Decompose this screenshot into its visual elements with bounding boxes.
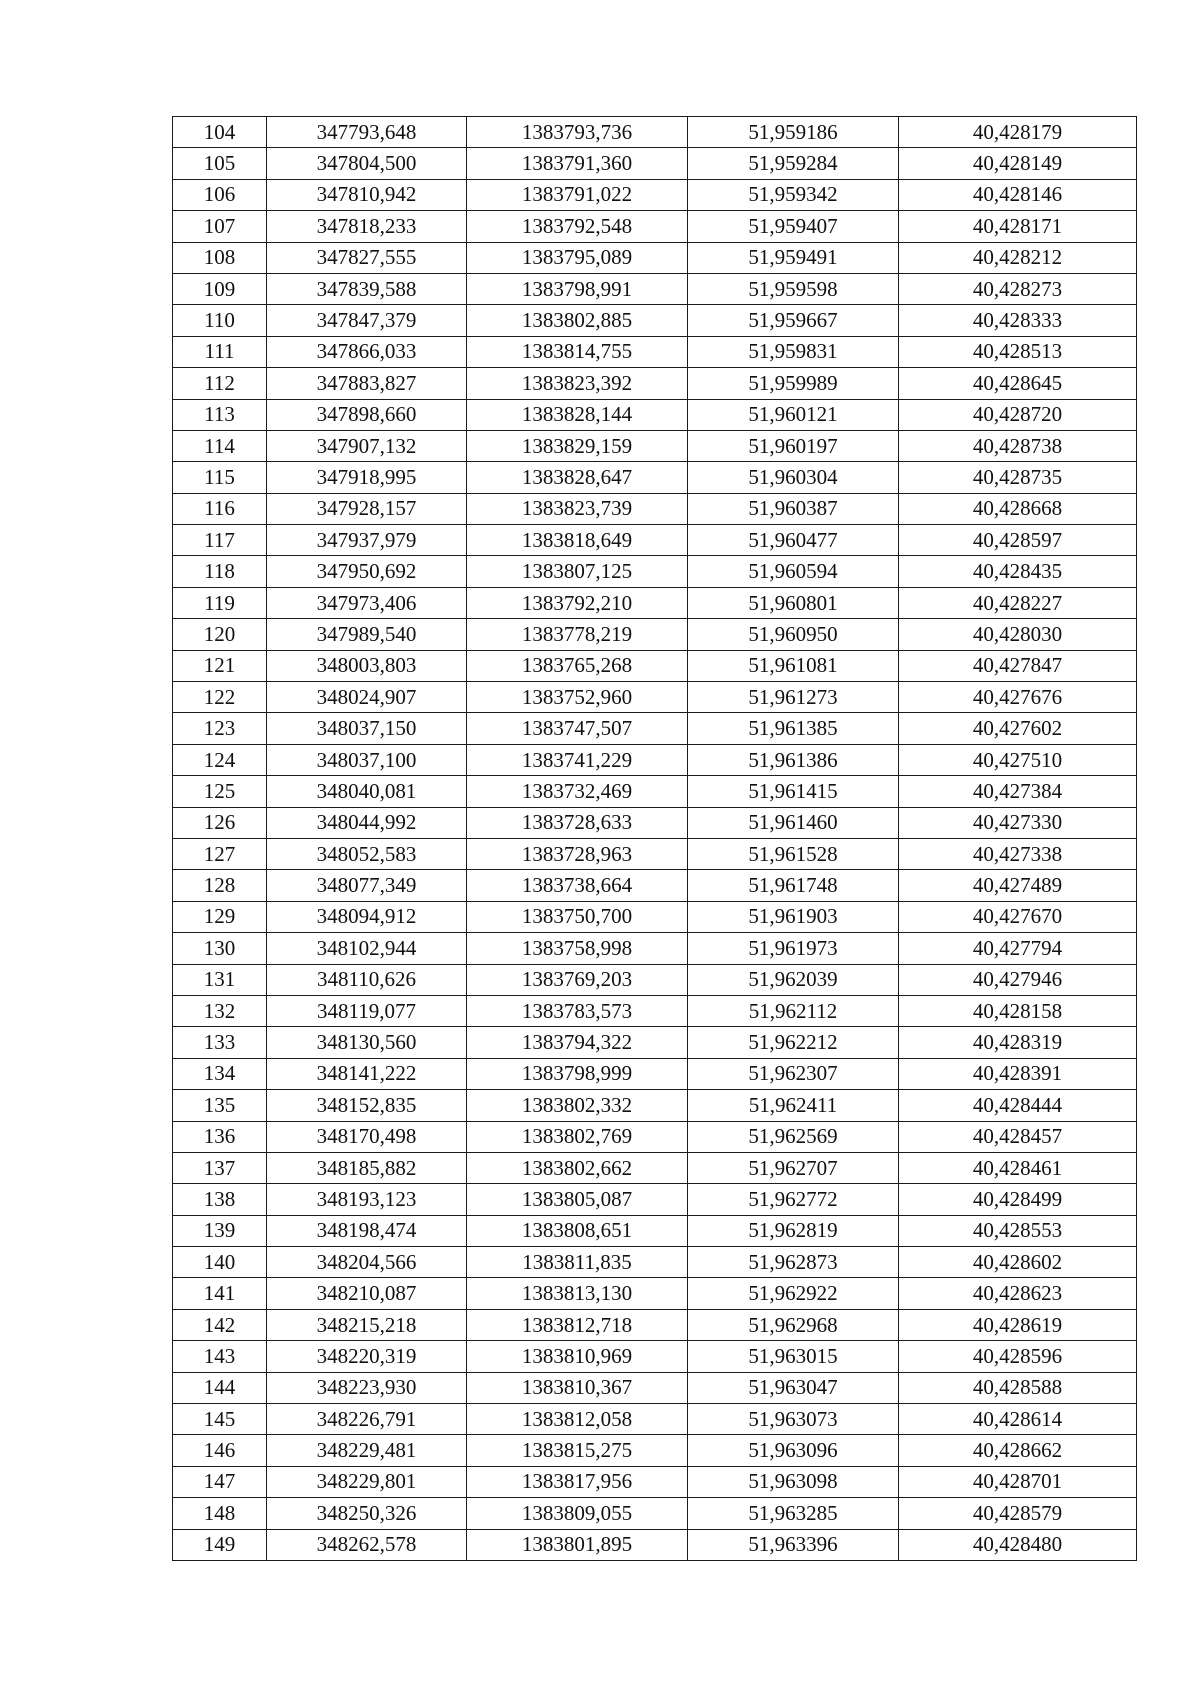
point-number-cell: 124	[173, 744, 267, 775]
latitude-cell: 51,963047	[688, 1372, 899, 1403]
x-coordinate-cell: 348262,578	[267, 1529, 467, 1560]
latitude-cell: 51,962873	[688, 1247, 899, 1278]
point-number-cell: 134	[173, 1058, 267, 1089]
y-coordinate-cell: 1383728,633	[467, 807, 688, 838]
x-coordinate-cell: 347989,540	[267, 619, 467, 650]
point-number-cell: 140	[173, 1247, 267, 1278]
table-row	[173, 179, 1137, 210]
table-row	[173, 1027, 1137, 1058]
longitude-cell: 40,428227	[899, 587, 1137, 618]
latitude-cell: 51,960197	[688, 430, 899, 461]
y-coordinate-cell: 1383814,755	[467, 336, 688, 367]
x-coordinate-cell: 348040,081	[267, 776, 467, 807]
point-number-cell: 123	[173, 713, 267, 744]
latitude-cell: 51,963015	[688, 1341, 899, 1372]
x-coordinate-cell: 348102,944	[267, 933, 467, 964]
y-coordinate-cell: 1383808,651	[467, 1215, 688, 1246]
longitude-cell: 40,428720	[899, 399, 1137, 430]
latitude-cell: 51,959407	[688, 211, 899, 242]
point-number-cell: 115	[173, 462, 267, 493]
longitude-cell: 40,427489	[899, 870, 1137, 901]
latitude-cell: 51,959491	[688, 242, 899, 273]
longitude-cell: 40,428444	[899, 1090, 1137, 1121]
latitude-cell: 51,961081	[688, 650, 899, 681]
x-coordinate-cell: 348193,123	[267, 1184, 467, 1215]
longitude-cell: 40,428273	[899, 273, 1137, 304]
x-coordinate-cell: 347866,033	[267, 336, 467, 367]
x-coordinate-cell: 348110,626	[267, 964, 467, 995]
longitude-cell: 40,427330	[899, 807, 1137, 838]
latitude-cell: 51,961385	[688, 713, 899, 744]
longitude-cell: 40,427946	[899, 964, 1137, 995]
table-row	[173, 1498, 1137, 1529]
x-coordinate-cell: 347793,648	[267, 117, 467, 148]
point-number-cell: 122	[173, 682, 267, 713]
longitude-cell: 40,427676	[899, 682, 1137, 713]
y-coordinate-cell: 1383798,991	[467, 273, 688, 304]
table-row	[173, 1529, 1137, 1560]
y-coordinate-cell: 1383802,662	[467, 1152, 688, 1183]
y-coordinate-cell: 1383810,367	[467, 1372, 688, 1403]
y-coordinate-cell: 1383747,507	[467, 713, 688, 744]
point-number-cell: 127	[173, 838, 267, 869]
table-row	[173, 1247, 1137, 1278]
latitude-cell: 51,959342	[688, 179, 899, 210]
point-number-cell: 144	[173, 1372, 267, 1403]
longitude-cell: 40,428158	[899, 995, 1137, 1026]
point-number-cell: 118	[173, 556, 267, 587]
x-coordinate-cell: 347918,995	[267, 462, 467, 493]
y-coordinate-cell: 1383805,087	[467, 1184, 688, 1215]
table-row	[173, 1372, 1137, 1403]
point-number-cell: 110	[173, 305, 267, 336]
latitude-cell: 51,961273	[688, 682, 899, 713]
point-number-cell: 129	[173, 901, 267, 932]
longitude-cell: 40,428614	[899, 1404, 1137, 1435]
table-row	[173, 744, 1137, 775]
point-number-cell: 128	[173, 870, 267, 901]
point-number-cell: 143	[173, 1341, 267, 1372]
y-coordinate-cell: 1383795,089	[467, 242, 688, 273]
y-coordinate-cell: 1383812,718	[467, 1309, 688, 1340]
longitude-cell: 40,428662	[899, 1435, 1137, 1466]
table-row	[173, 587, 1137, 618]
point-number-cell: 126	[173, 807, 267, 838]
x-coordinate-cell: 348130,560	[267, 1027, 467, 1058]
latitude-cell: 51,963073	[688, 1404, 899, 1435]
y-coordinate-cell: 1383792,548	[467, 211, 688, 242]
x-coordinate-cell: 348037,100	[267, 744, 467, 775]
table-row	[173, 117, 1137, 148]
longitude-cell: 40,428499	[899, 1184, 1137, 1215]
point-number-cell: 111	[173, 336, 267, 367]
x-coordinate-cell: 348204,566	[267, 1247, 467, 1278]
longitude-cell: 40,428619	[899, 1309, 1137, 1340]
latitude-cell: 51,959989	[688, 368, 899, 399]
longitude-cell: 40,428738	[899, 430, 1137, 461]
point-number-cell: 137	[173, 1152, 267, 1183]
table-row	[173, 1404, 1137, 1435]
point-number-cell: 106	[173, 179, 267, 210]
latitude-cell: 51,960304	[688, 462, 899, 493]
x-coordinate-cell: 347937,979	[267, 525, 467, 556]
longitude-cell: 40,428588	[899, 1372, 1137, 1403]
x-coordinate-cell: 348210,087	[267, 1278, 467, 1309]
point-number-cell: 105	[173, 148, 267, 179]
x-coordinate-cell: 347950,692	[267, 556, 467, 587]
latitude-cell: 51,962569	[688, 1121, 899, 1152]
y-coordinate-cell: 1383813,130	[467, 1278, 688, 1309]
point-number-cell: 135	[173, 1090, 267, 1121]
y-coordinate-cell: 1383828,647	[467, 462, 688, 493]
latitude-cell: 51,959667	[688, 305, 899, 336]
longitude-cell: 40,428735	[899, 462, 1137, 493]
y-coordinate-cell: 1383769,203	[467, 964, 688, 995]
table-row	[173, 399, 1137, 430]
latitude-cell: 51,963098	[688, 1466, 899, 1497]
table-row	[173, 1184, 1137, 1215]
x-coordinate-cell: 348024,907	[267, 682, 467, 713]
table-row	[173, 995, 1137, 1026]
x-coordinate-cell: 348052,583	[267, 838, 467, 869]
point-number-cell: 112	[173, 368, 267, 399]
x-coordinate-cell: 348044,992	[267, 807, 467, 838]
table-row	[173, 1152, 1137, 1183]
y-coordinate-cell: 1383810,969	[467, 1341, 688, 1372]
y-coordinate-cell: 1383809,055	[467, 1498, 688, 1529]
latitude-cell: 51,961528	[688, 838, 899, 869]
y-coordinate-cell: 1383738,664	[467, 870, 688, 901]
table-row	[173, 148, 1137, 179]
point-number-cell: 131	[173, 964, 267, 995]
longitude-cell: 40,428645	[899, 368, 1137, 399]
latitude-cell: 51,962212	[688, 1027, 899, 1058]
x-coordinate-cell: 348077,349	[267, 870, 467, 901]
point-number-cell: 146	[173, 1435, 267, 1466]
latitude-cell: 51,962411	[688, 1090, 899, 1121]
latitude-cell: 51,962772	[688, 1184, 899, 1215]
latitude-cell: 51,960477	[688, 525, 899, 556]
table-row	[173, 1215, 1137, 1246]
longitude-cell: 40,428668	[899, 493, 1137, 524]
y-coordinate-cell: 1383823,739	[467, 493, 688, 524]
x-coordinate-cell: 347898,660	[267, 399, 467, 430]
table-row	[173, 242, 1137, 273]
table-row	[173, 336, 1137, 367]
latitude-cell: 51,961748	[688, 870, 899, 901]
x-coordinate-cell: 348229,801	[267, 1466, 467, 1497]
longitude-cell: 40,428146	[899, 179, 1137, 210]
table-row	[173, 901, 1137, 932]
table-row	[173, 964, 1137, 995]
table-row	[173, 807, 1137, 838]
latitude-cell: 51,963396	[688, 1529, 899, 1560]
table-row	[173, 1309, 1137, 1340]
point-number-cell: 141	[173, 1278, 267, 1309]
latitude-cell: 51,961903	[688, 901, 899, 932]
latitude-cell: 51,959598	[688, 273, 899, 304]
y-coordinate-cell: 1383829,159	[467, 430, 688, 461]
latitude-cell: 51,960121	[688, 399, 899, 430]
x-coordinate-cell: 348170,498	[267, 1121, 467, 1152]
table-row	[173, 211, 1137, 242]
longitude-cell: 40,428030	[899, 619, 1137, 650]
y-coordinate-cell: 1383812,058	[467, 1404, 688, 1435]
table-row	[173, 682, 1137, 713]
x-coordinate-cell: 347907,132	[267, 430, 467, 461]
table-row	[173, 556, 1137, 587]
x-coordinate-cell: 347818,233	[267, 211, 467, 242]
latitude-cell: 51,960950	[688, 619, 899, 650]
longitude-cell: 40,428149	[899, 148, 1137, 179]
longitude-cell: 40,428179	[899, 117, 1137, 148]
longitude-cell: 40,427847	[899, 650, 1137, 681]
y-coordinate-cell: 1383732,469	[467, 776, 688, 807]
point-number-cell: 136	[173, 1121, 267, 1152]
point-number-cell: 107	[173, 211, 267, 242]
y-coordinate-cell: 1383798,999	[467, 1058, 688, 1089]
latitude-cell: 51,961973	[688, 933, 899, 964]
point-number-cell: 116	[173, 493, 267, 524]
table-row	[173, 933, 1137, 964]
longitude-cell: 40,428171	[899, 211, 1137, 242]
y-coordinate-cell: 1383792,210	[467, 587, 688, 618]
table-row	[173, 1466, 1137, 1497]
x-coordinate-cell: 348226,791	[267, 1404, 467, 1435]
table-row	[173, 368, 1137, 399]
x-coordinate-cell: 348185,882	[267, 1152, 467, 1183]
x-coordinate-cell: 347928,157	[267, 493, 467, 524]
x-coordinate-cell: 348037,150	[267, 713, 467, 744]
point-number-cell: 114	[173, 430, 267, 461]
table-row	[173, 838, 1137, 869]
point-number-cell: 145	[173, 1404, 267, 1435]
longitude-cell: 40,428701	[899, 1466, 1137, 1497]
table-row	[173, 776, 1137, 807]
y-coordinate-cell: 1383818,649	[467, 525, 688, 556]
point-number-cell: 125	[173, 776, 267, 807]
longitude-cell: 40,427602	[899, 713, 1137, 744]
point-number-cell: 149	[173, 1529, 267, 1560]
latitude-cell: 51,963285	[688, 1498, 899, 1529]
point-number-cell: 147	[173, 1466, 267, 1497]
point-number-cell: 133	[173, 1027, 267, 1058]
table-row	[173, 713, 1137, 744]
longitude-cell: 40,428391	[899, 1058, 1137, 1089]
point-number-cell: 104	[173, 117, 267, 148]
point-number-cell: 148	[173, 1498, 267, 1529]
longitude-cell: 40,427510	[899, 744, 1137, 775]
table-row	[173, 1435, 1137, 1466]
table-row	[173, 1090, 1137, 1121]
x-coordinate-cell: 348198,474	[267, 1215, 467, 1246]
latitude-cell: 51,962039	[688, 964, 899, 995]
y-coordinate-cell: 1383817,956	[467, 1466, 688, 1497]
x-coordinate-cell: 347827,555	[267, 242, 467, 273]
longitude-cell: 40,428602	[899, 1247, 1137, 1278]
longitude-cell: 40,428597	[899, 525, 1137, 556]
point-number-cell: 119	[173, 587, 267, 618]
latitude-cell: 51,962307	[688, 1058, 899, 1089]
y-coordinate-cell: 1383741,229	[467, 744, 688, 775]
x-coordinate-cell: 348152,835	[267, 1090, 467, 1121]
y-coordinate-cell: 1383807,125	[467, 556, 688, 587]
y-coordinate-cell: 1383811,835	[467, 1247, 688, 1278]
longitude-cell: 40,428319	[899, 1027, 1137, 1058]
longitude-cell: 40,427670	[899, 901, 1137, 932]
x-coordinate-cell: 347847,379	[267, 305, 467, 336]
coordinates-table	[172, 116, 1137, 1561]
x-coordinate-cell: 348094,912	[267, 901, 467, 932]
x-coordinate-cell: 348119,077	[267, 995, 467, 1026]
table-row	[173, 1341, 1137, 1372]
point-number-cell: 120	[173, 619, 267, 650]
latitude-cell: 51,960801	[688, 587, 899, 618]
point-number-cell: 109	[173, 273, 267, 304]
point-number-cell: 121	[173, 650, 267, 681]
latitude-cell: 51,959831	[688, 336, 899, 367]
point-number-cell: 142	[173, 1309, 267, 1340]
longitude-cell: 40,428513	[899, 336, 1137, 367]
longitude-cell: 40,428461	[899, 1152, 1137, 1183]
y-coordinate-cell: 1383778,219	[467, 619, 688, 650]
latitude-cell: 51,961386	[688, 744, 899, 775]
y-coordinate-cell: 1383815,275	[467, 1435, 688, 1466]
latitude-cell: 51,961460	[688, 807, 899, 838]
y-coordinate-cell: 1383791,360	[467, 148, 688, 179]
longitude-cell: 40,428480	[899, 1529, 1137, 1560]
x-coordinate-cell: 348220,319	[267, 1341, 467, 1372]
y-coordinate-cell: 1383802,885	[467, 305, 688, 336]
longitude-cell: 40,427338	[899, 838, 1137, 869]
y-coordinate-cell: 1383791,022	[467, 179, 688, 210]
latitude-cell: 51,960387	[688, 493, 899, 524]
point-number-cell: 130	[173, 933, 267, 964]
longitude-cell: 40,428435	[899, 556, 1137, 587]
x-coordinate-cell: 348003,803	[267, 650, 467, 681]
latitude-cell: 51,959186	[688, 117, 899, 148]
coordinates-table-body	[173, 117, 1137, 1561]
longitude-cell: 40,428212	[899, 242, 1137, 273]
x-coordinate-cell: 348215,218	[267, 1309, 467, 1340]
table-row	[173, 305, 1137, 336]
latitude-cell: 51,960594	[688, 556, 899, 587]
longitude-cell: 40,428579	[899, 1498, 1137, 1529]
x-coordinate-cell: 348141,222	[267, 1058, 467, 1089]
y-coordinate-cell: 1383793,736	[467, 117, 688, 148]
y-coordinate-cell: 1383765,268	[467, 650, 688, 681]
latitude-cell: 51,961415	[688, 776, 899, 807]
x-coordinate-cell: 347810,942	[267, 179, 467, 210]
x-coordinate-cell: 347839,588	[267, 273, 467, 304]
y-coordinate-cell: 1383801,895	[467, 1529, 688, 1560]
table-row	[173, 619, 1137, 650]
x-coordinate-cell: 347973,406	[267, 587, 467, 618]
x-coordinate-cell: 348229,481	[267, 1435, 467, 1466]
x-coordinate-cell: 348250,326	[267, 1498, 467, 1529]
point-number-cell: 138	[173, 1184, 267, 1215]
point-number-cell: 108	[173, 242, 267, 273]
table-row	[173, 1121, 1137, 1152]
table-row	[173, 430, 1137, 461]
latitude-cell: 51,962819	[688, 1215, 899, 1246]
y-coordinate-cell: 1383750,700	[467, 901, 688, 932]
table-row	[173, 273, 1137, 304]
table-row	[173, 650, 1137, 681]
y-coordinate-cell: 1383823,392	[467, 368, 688, 399]
latitude-cell: 51,962968	[688, 1309, 899, 1340]
y-coordinate-cell: 1383802,332	[467, 1090, 688, 1121]
x-coordinate-cell: 347804,500	[267, 148, 467, 179]
y-coordinate-cell: 1383828,144	[467, 399, 688, 430]
longitude-cell: 40,428333	[899, 305, 1137, 336]
x-coordinate-cell: 348223,930	[267, 1372, 467, 1403]
x-coordinate-cell: 347883,827	[267, 368, 467, 399]
y-coordinate-cell: 1383752,960	[467, 682, 688, 713]
latitude-cell: 51,962112	[688, 995, 899, 1026]
y-coordinate-cell: 1383802,769	[467, 1121, 688, 1152]
table-row	[173, 870, 1137, 901]
y-coordinate-cell: 1383794,322	[467, 1027, 688, 1058]
table-row	[173, 1278, 1137, 1309]
longitude-cell: 40,427794	[899, 933, 1137, 964]
latitude-cell: 51,962707	[688, 1152, 899, 1183]
latitude-cell: 51,963096	[688, 1435, 899, 1466]
longitude-cell: 40,428553	[899, 1215, 1137, 1246]
point-number-cell: 117	[173, 525, 267, 556]
table-row	[173, 525, 1137, 556]
table-row	[173, 1058, 1137, 1089]
table-row	[173, 462, 1137, 493]
latitude-cell: 51,959284	[688, 148, 899, 179]
longitude-cell: 40,428596	[899, 1341, 1137, 1372]
y-coordinate-cell: 1383728,963	[467, 838, 688, 869]
y-coordinate-cell: 1383758,998	[467, 933, 688, 964]
longitude-cell: 40,428623	[899, 1278, 1137, 1309]
point-number-cell: 113	[173, 399, 267, 430]
longitude-cell: 40,428457	[899, 1121, 1137, 1152]
table-row	[173, 493, 1137, 524]
longitude-cell: 40,427384	[899, 776, 1137, 807]
point-number-cell: 132	[173, 995, 267, 1026]
latitude-cell: 51,962922	[688, 1278, 899, 1309]
point-number-cell: 139	[173, 1215, 267, 1246]
y-coordinate-cell: 1383783,573	[467, 995, 688, 1026]
